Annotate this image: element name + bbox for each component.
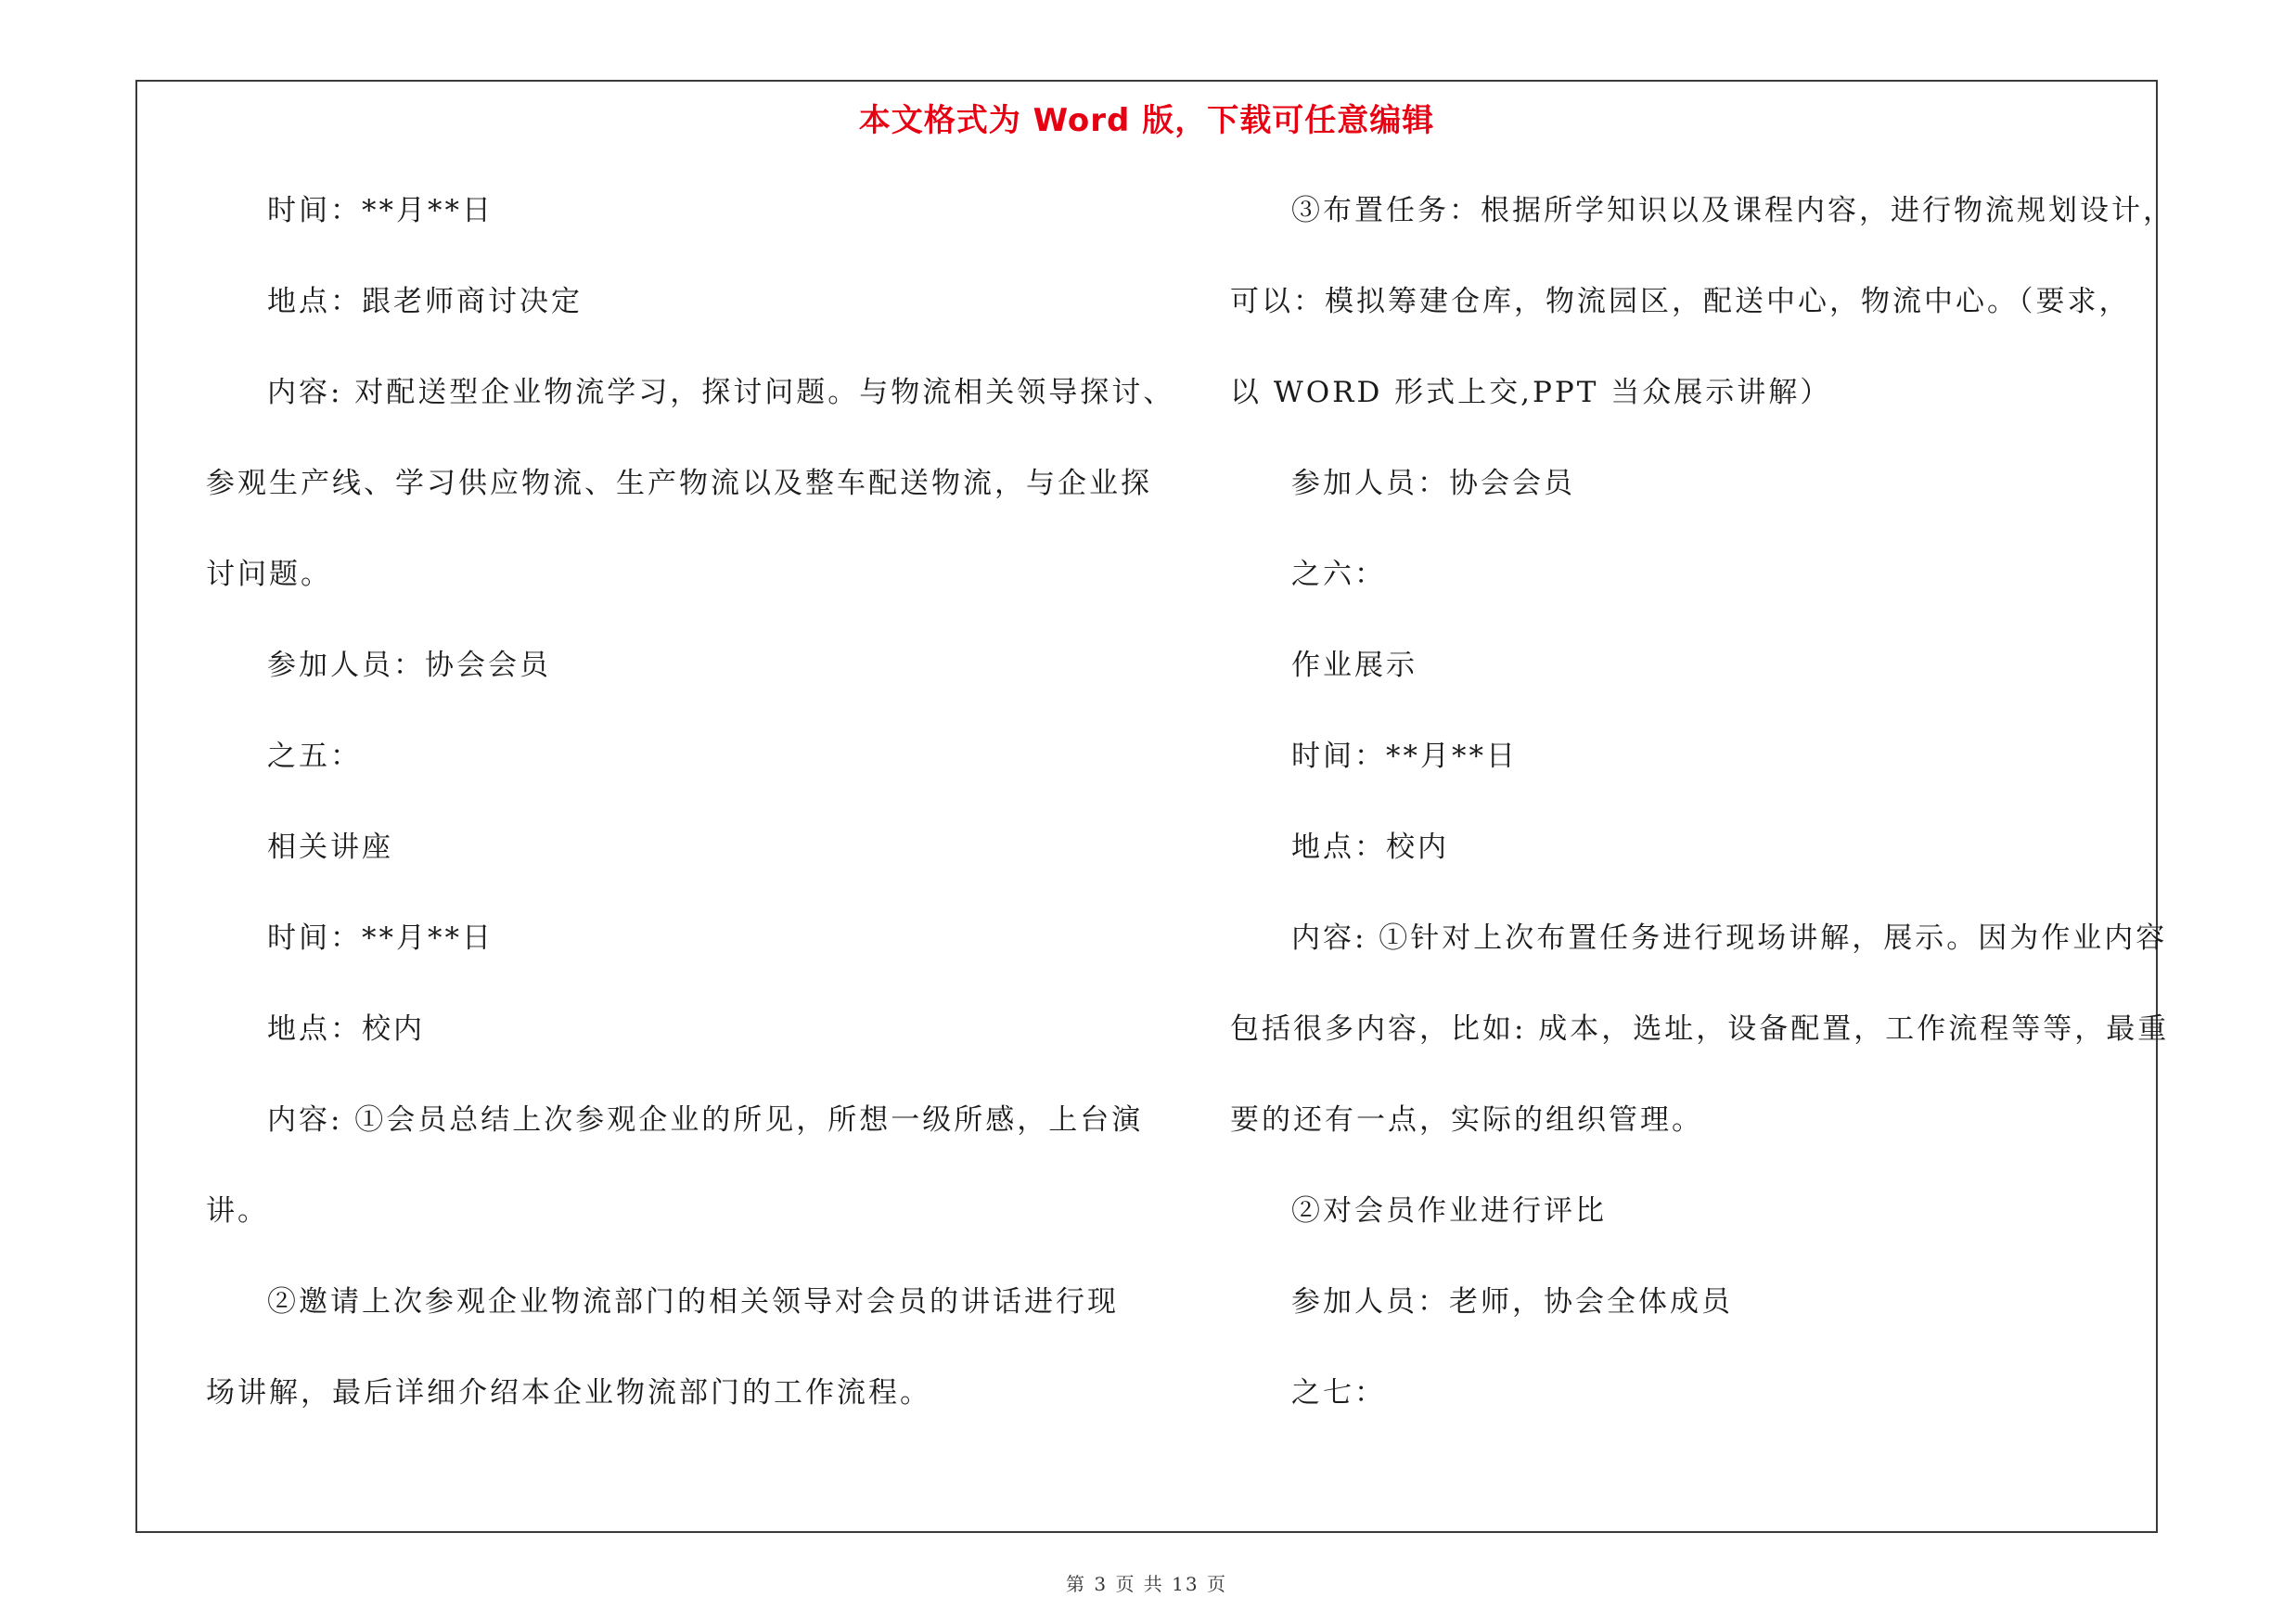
text-line: 地点：校内 — [267, 1012, 425, 1046]
section-title: 相关讲座 — [267, 831, 393, 864]
text-line: 参观生产线、学习供应物流、生产物流以及整车配送物流，与企业探 — [206, 467, 1152, 500]
text-line: ②邀请上次参观企业物流部门的相关领导对会员的讲话进行现 — [267, 1285, 1119, 1319]
text-line: 场讲解，最后详细介绍本企业物流部门的工作流程。 — [206, 1376, 931, 1410]
section-heading: 之七： — [1291, 1376, 1386, 1410]
format-notice-banner: 本文格式为 Word 版，下载可任意编辑 — [858, 102, 1435, 139]
text-line: 时间：**月**日 — [267, 194, 494, 227]
text-line: ③布置任务：根据所学知识以及课程内容，进行物流规划设计， — [1291, 194, 2174, 227]
page-number: 第 3 页 共 13 页 — [1066, 1573, 1227, 1595]
text-line: 参加人员：协会会员 — [267, 649, 551, 682]
text-line: ②对会员作业进行评比 — [1291, 1194, 1607, 1228]
text-line: 地点：跟老师商讨决定 — [267, 285, 583, 318]
text-line: 时间：**月**日 — [1291, 740, 1518, 773]
text-line: 内容: 对配送型企业物流学习，探讨问题。与物流相关领导探讨、 — [267, 376, 1175, 409]
text-line: 参加人员：协会会员 — [1291, 467, 1575, 500]
text-line: 时间：**月**日 — [267, 921, 494, 955]
text-line: 讨问题。 — [206, 558, 332, 591]
text-line: 可以：模拟筹建仓库，物流园区，配送中心，物流中心。（要求， — [1230, 285, 2131, 318]
text-line: 以 WORD 形式上交,PPT 当众展示讲解） — [1230, 376, 1832, 409]
text-line: 包括很多内容，比如: 成本，选址，设备配置，工作流程等等，最重 — [1230, 1012, 2170, 1046]
text-line: 内容: ①针对上次布置任务进行现场讲解，展示。因为作业内容 — [1291, 921, 2168, 955]
section-heading: 之五： — [267, 740, 362, 773]
section-title: 作业展示 — [1291, 649, 1417, 682]
text-line: 参加人员：老师，协会全体成员 — [1291, 1285, 1733, 1319]
section-heading: 之六： — [1291, 558, 1386, 591]
text-line: 要的还有一点，实际的组织管理。 — [1230, 1103, 1703, 1137]
text-line: 地点：校内 — [1291, 831, 1449, 864]
text-line: 讲。 — [206, 1194, 269, 1228]
text-line: 内容: ①会员总结上次参观企业的所见，所想一级所感，上台演 — [267, 1103, 1144, 1137]
